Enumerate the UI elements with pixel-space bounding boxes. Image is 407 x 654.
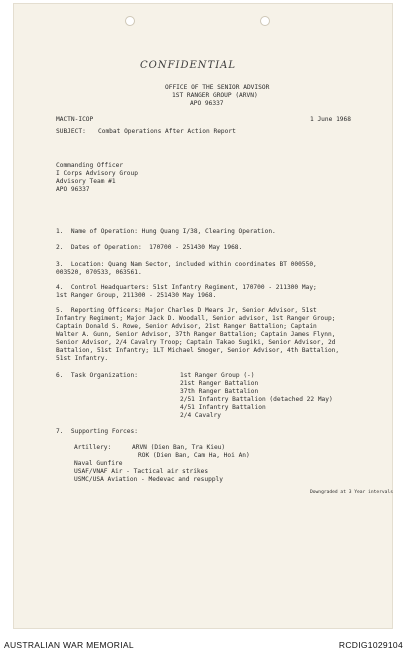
addressee-line: APO 96337 (56, 186, 90, 193)
archive-footer (0, 636, 407, 654)
punch-hole (125, 16, 135, 26)
paragraph-5-line: 51st Infantry. (56, 355, 109, 362)
paragraph-4-line: 4. Control Headquarters: 51st Infantry Regiment, 170700 - 211300 May; (56, 284, 317, 291)
paragraph-1: 1. Name of Operation: Hung Quang I/38, Clearing Operation. (56, 228, 276, 235)
paragraph-5-line: Infantry Regiment; Major Jack D. Woodall, Senior advisor, 1st Ranger Group; (56, 315, 336, 322)
task-org-item: 1st Ranger Group (-) (180, 372, 255, 379)
artillery-label: Artillery: (74, 444, 112, 451)
subject-label: SUBJECT: (56, 128, 86, 135)
supporting-force-line: Naval Gunfire (74, 460, 123, 467)
punch-hole (260, 16, 270, 26)
addressee-line: Advisory Team #1 (56, 178, 116, 185)
header-line-2: 1ST RANGER GROUP (ARVN) (172, 92, 258, 99)
paragraph-5-line: 5. Reporting Officers: Major Charles D Mears Jr, Senior Advisor, 51st (56, 307, 317, 314)
subject-text: Combat Operations After Action Report (98, 128, 236, 135)
task-org-item: 37th Ranger Battalion (180, 388, 259, 395)
paragraph-3-line: 003520, 070533, 063561. (56, 269, 142, 276)
paragraph-5-line: Captain Donald S. Rowe, Senior Advisor, 21st Ranger Battalion; Captain (56, 323, 317, 330)
task-org-item: 2/4 Cavalry (180, 412, 221, 419)
addressee-line: I Corps Advisory Group (56, 170, 138, 177)
header-line-3: APO 96337 (190, 100, 224, 107)
paragraph-5-line: Battalion, 51st Infantry; 1LT Michael Smoger, Senior Advisor, 4th Battalion, (56, 347, 340, 354)
paragraph-6-label: 6. Task Organization: (56, 372, 138, 379)
header-line-1: OFFICE OF THE SENIOR ADVISOR (165, 84, 270, 91)
document-page (14, 4, 392, 628)
task-org-item: 4/51 Infantry Battalion (180, 404, 266, 411)
artillery-line: ARVN (Dien Ban, Tra Kieu) (132, 444, 226, 451)
paragraph-3-line: 3. Location: Quang Nam Sector, included within coordinates BT 000550, (56, 261, 317, 268)
paragraph-5-line: Senior Advisor, 2/4 Cavalry Troop; Captain Takao Sugiki, Senior Advisor, 2d (56, 339, 336, 346)
document-date: 1 June 1968 (310, 116, 351, 123)
downgrade-note: Downgraded at 3 Year intervals (310, 490, 393, 495)
task-org-item: 21st Ranger Battalion (180, 380, 259, 387)
artillery-line: ROK (Dien Ban, Cam Ha, Hoi An) (138, 452, 250, 459)
footer-archive-name: AUSTRALIAN WAR MEMORIAL (4, 640, 134, 650)
paragraph-2: 2. Dates of Operation: 170700 - 251430 May 1968. (56, 244, 243, 251)
paragraph-4-line: 1st Ranger Group, 211300 - 251430 May 1968. (56, 292, 217, 299)
reference-code: MACTN-ICOP (56, 116, 94, 123)
footer-record-id: RCDIG1029104 (338, 640, 403, 650)
classification-stamp: CONFIDENTIAL (140, 60, 237, 71)
task-org-item: 2/51 Infantry Battalion (detached 22 May) (180, 396, 333, 403)
supporting-force-line: USAF/VNAF Air - Tactical air strikes (74, 468, 209, 475)
paragraph-5-line: Walter A. Gunn, Senior Advisor, 37th Ranger Battalion; Captain James Flynn, (56, 331, 336, 338)
addressee-line: Commanding Officer (56, 162, 124, 169)
paragraph-7: 7. Supporting Forces: (56, 428, 138, 435)
supporting-force-line: USMC/USA Aviation - Medevac and resupply (74, 476, 224, 483)
